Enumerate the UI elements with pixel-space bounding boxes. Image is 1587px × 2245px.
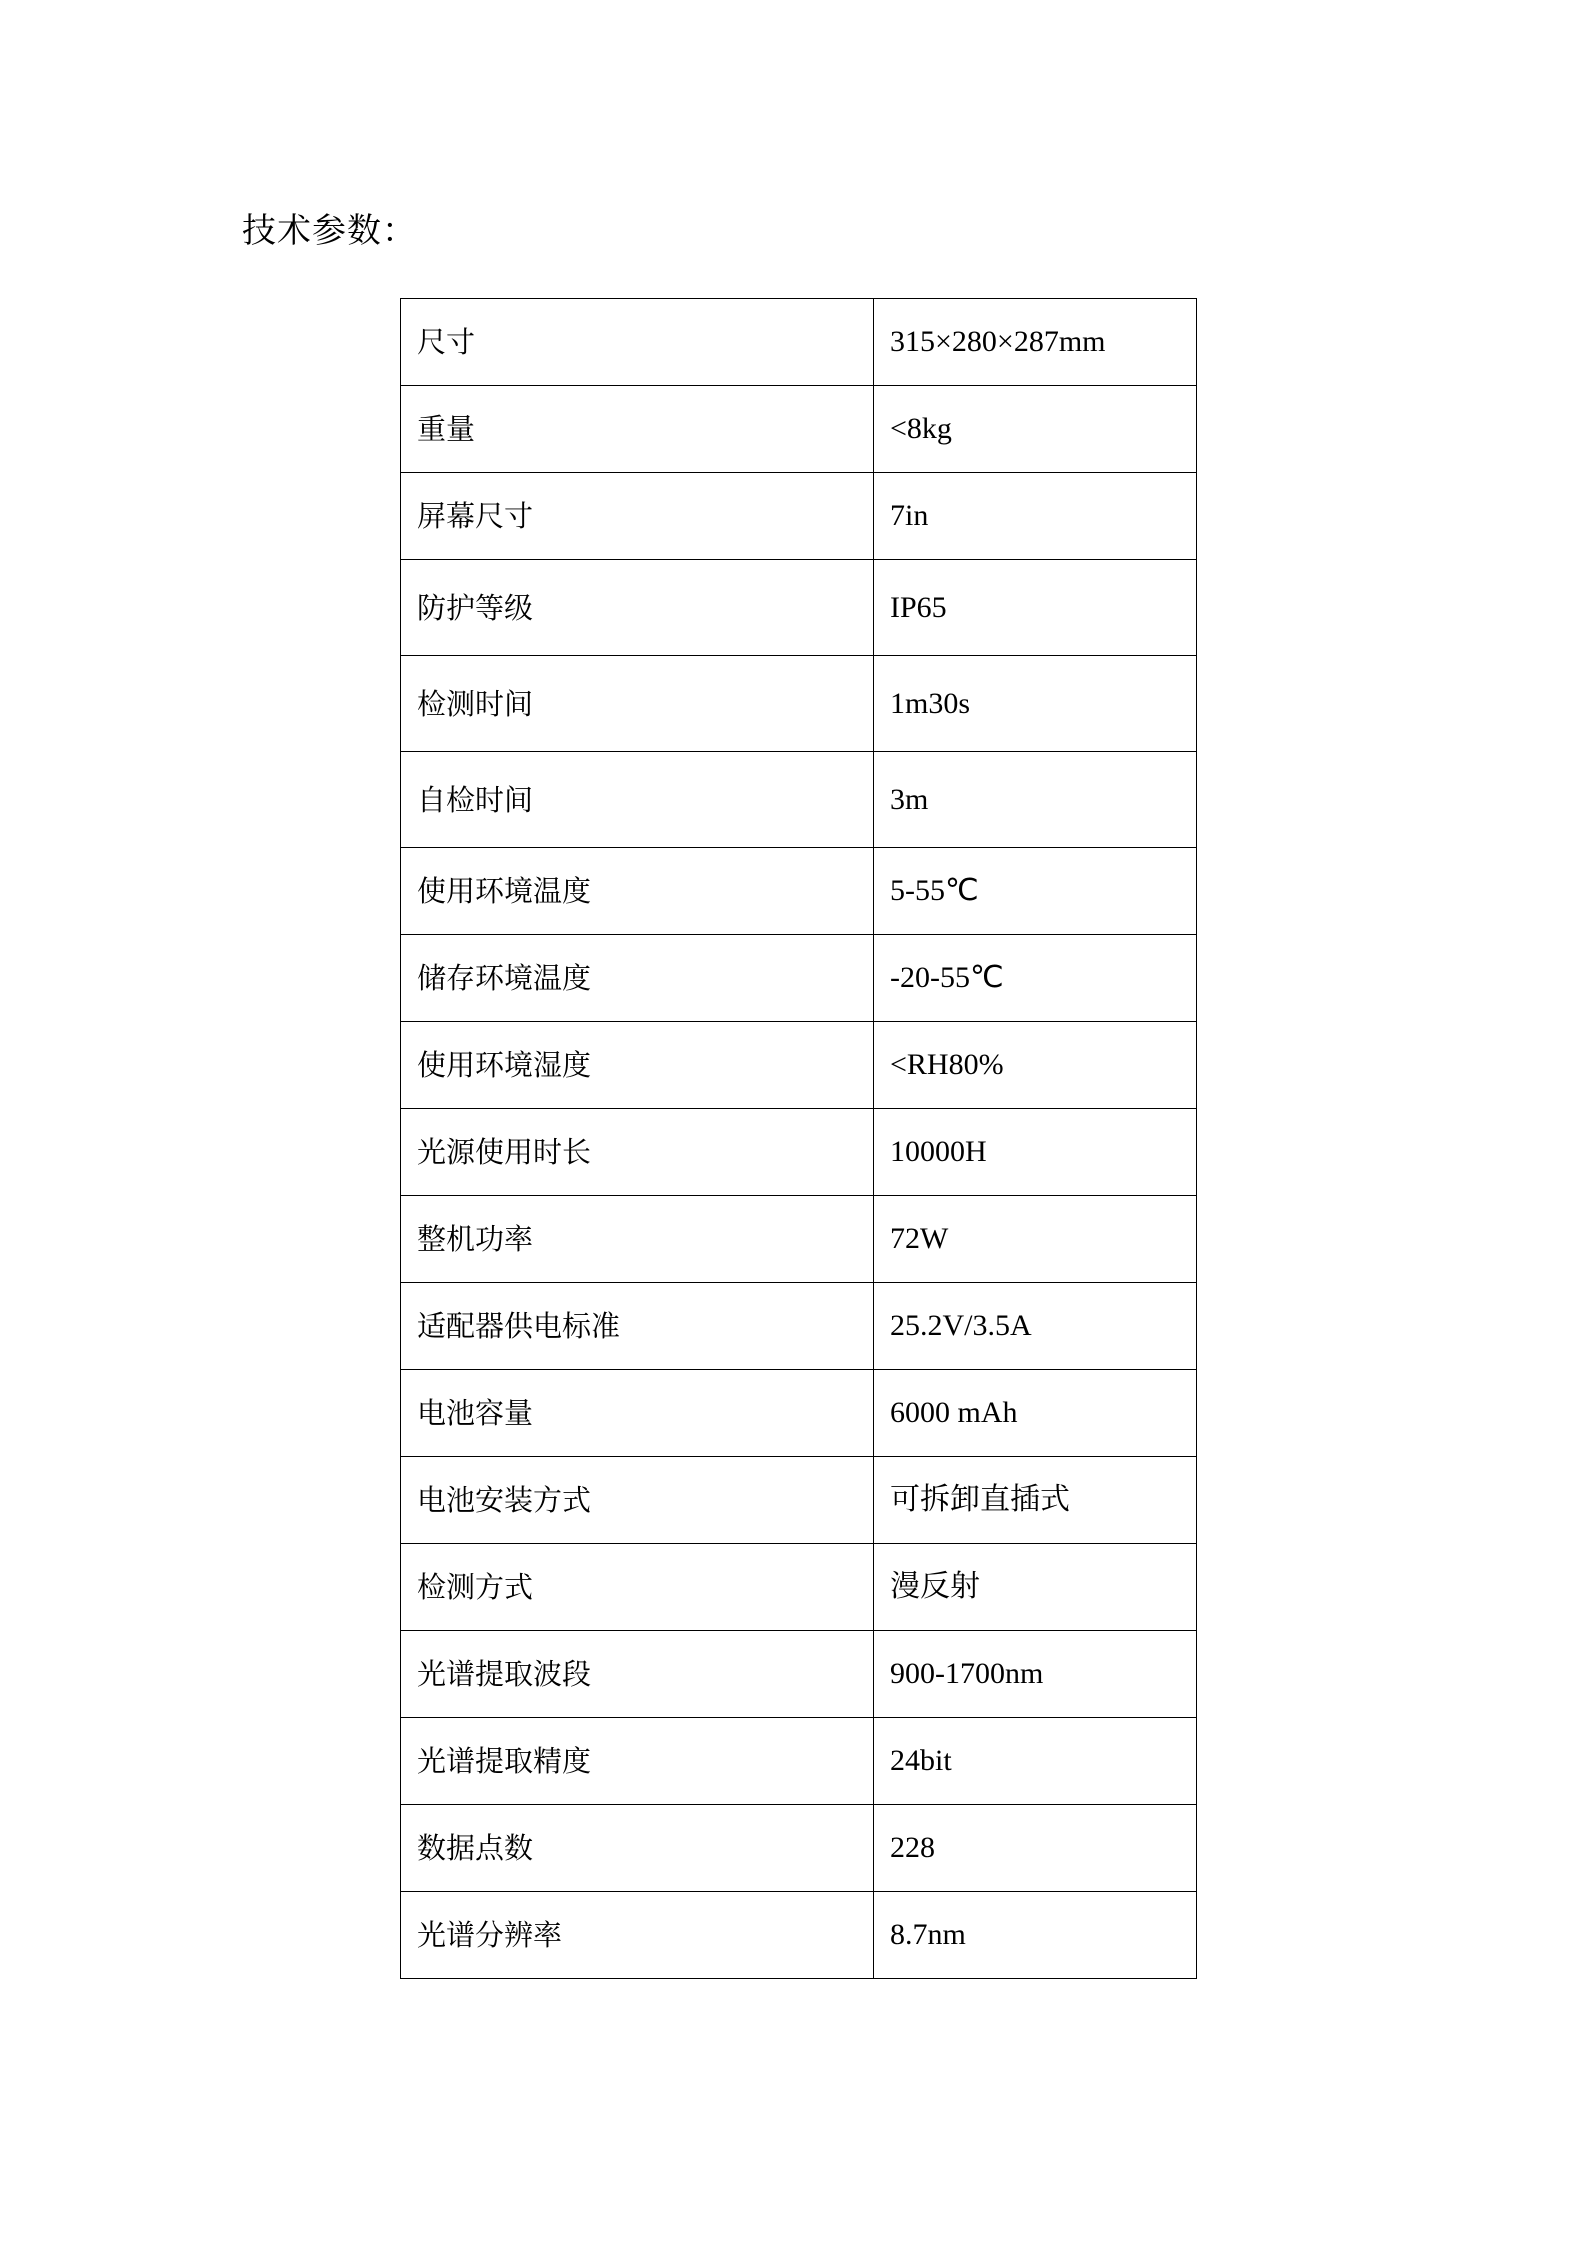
spec-name: 尺寸 [401, 299, 874, 386]
spec-value: IP65 [874, 560, 1197, 656]
spec-name: 检测时间 [401, 656, 874, 752]
table-row [401, 752, 1197, 848]
table-row [401, 1805, 1197, 1892]
spec-value: 10000H [874, 1109, 1197, 1196]
table-row [401, 473, 1197, 560]
spec-name: 电池安装方式 [401, 1457, 874, 1544]
spec-name: 光谱提取精度 [401, 1718, 874, 1805]
spec-name: 整机功率 [401, 1196, 874, 1283]
table-row [401, 1109, 1197, 1196]
spec-value: 5-55℃ [874, 848, 1197, 935]
spec-value: 72W [874, 1196, 1197, 1283]
table-row [401, 386, 1197, 473]
table-row [401, 848, 1197, 935]
spec-name: 光谱提取波段 [401, 1631, 874, 1718]
spec-name: 使用环境湿度 [401, 1022, 874, 1109]
spec-name: 光谱分辨率 [401, 1892, 874, 1979]
spec-value: 7in [874, 473, 1197, 560]
table-row [401, 1196, 1197, 1283]
table-row [401, 1892, 1197, 1979]
table-row [401, 1022, 1197, 1109]
table-row [401, 656, 1197, 752]
spec-name: 重量 [401, 386, 874, 473]
table-row [401, 1457, 1197, 1544]
spec-name: 储存环境温度 [401, 935, 874, 1022]
table-row [401, 1631, 1197, 1718]
spec-value: 1m30s [874, 656, 1197, 752]
spec-value: 25.2V/3.5A [874, 1283, 1197, 1370]
table-row [401, 560, 1197, 656]
table-row [401, 935, 1197, 1022]
spec-value: 6000 mAh [874, 1370, 1197, 1457]
spec-value: 900-1700nm [874, 1631, 1197, 1718]
table-row [401, 1283, 1197, 1370]
spec-table [400, 298, 1197, 1979]
spec-value: 可拆卸直插式 [874, 1457, 1197, 1544]
spec-name: 适配器供电标准 [401, 1283, 874, 1370]
spec-name: 电池容量 [401, 1370, 874, 1457]
spec-value: -20-55℃ [874, 935, 1197, 1022]
spec-name: 防护等级 [401, 560, 874, 656]
section-heading: 技术参数： [242, 211, 417, 251]
spec-name: 检测方式 [401, 1544, 874, 1631]
spec-name: 光源使用时长 [401, 1109, 874, 1196]
spec-value: 3m [874, 752, 1197, 848]
spec-name: 使用环境温度 [401, 848, 874, 935]
table-row [401, 299, 1197, 386]
table-row [401, 1544, 1197, 1631]
spec-value: 漫反射 [874, 1544, 1197, 1631]
spec-value: <RH80% [874, 1022, 1197, 1109]
spec-value: 24bit [874, 1718, 1197, 1805]
table-row [401, 1370, 1197, 1457]
spec-name: 数据点数 [401, 1805, 874, 1892]
spec-value: <8kg [874, 386, 1197, 473]
spec-name: 自检时间 [401, 752, 874, 848]
table-row [401, 1718, 1197, 1805]
spec-name: 屏幕尺寸 [401, 473, 874, 560]
spec-value: 228 [874, 1805, 1197, 1892]
spec-value: 8.7nm [874, 1892, 1197, 1979]
spec-value: 315×280×287mm [874, 299, 1197, 386]
